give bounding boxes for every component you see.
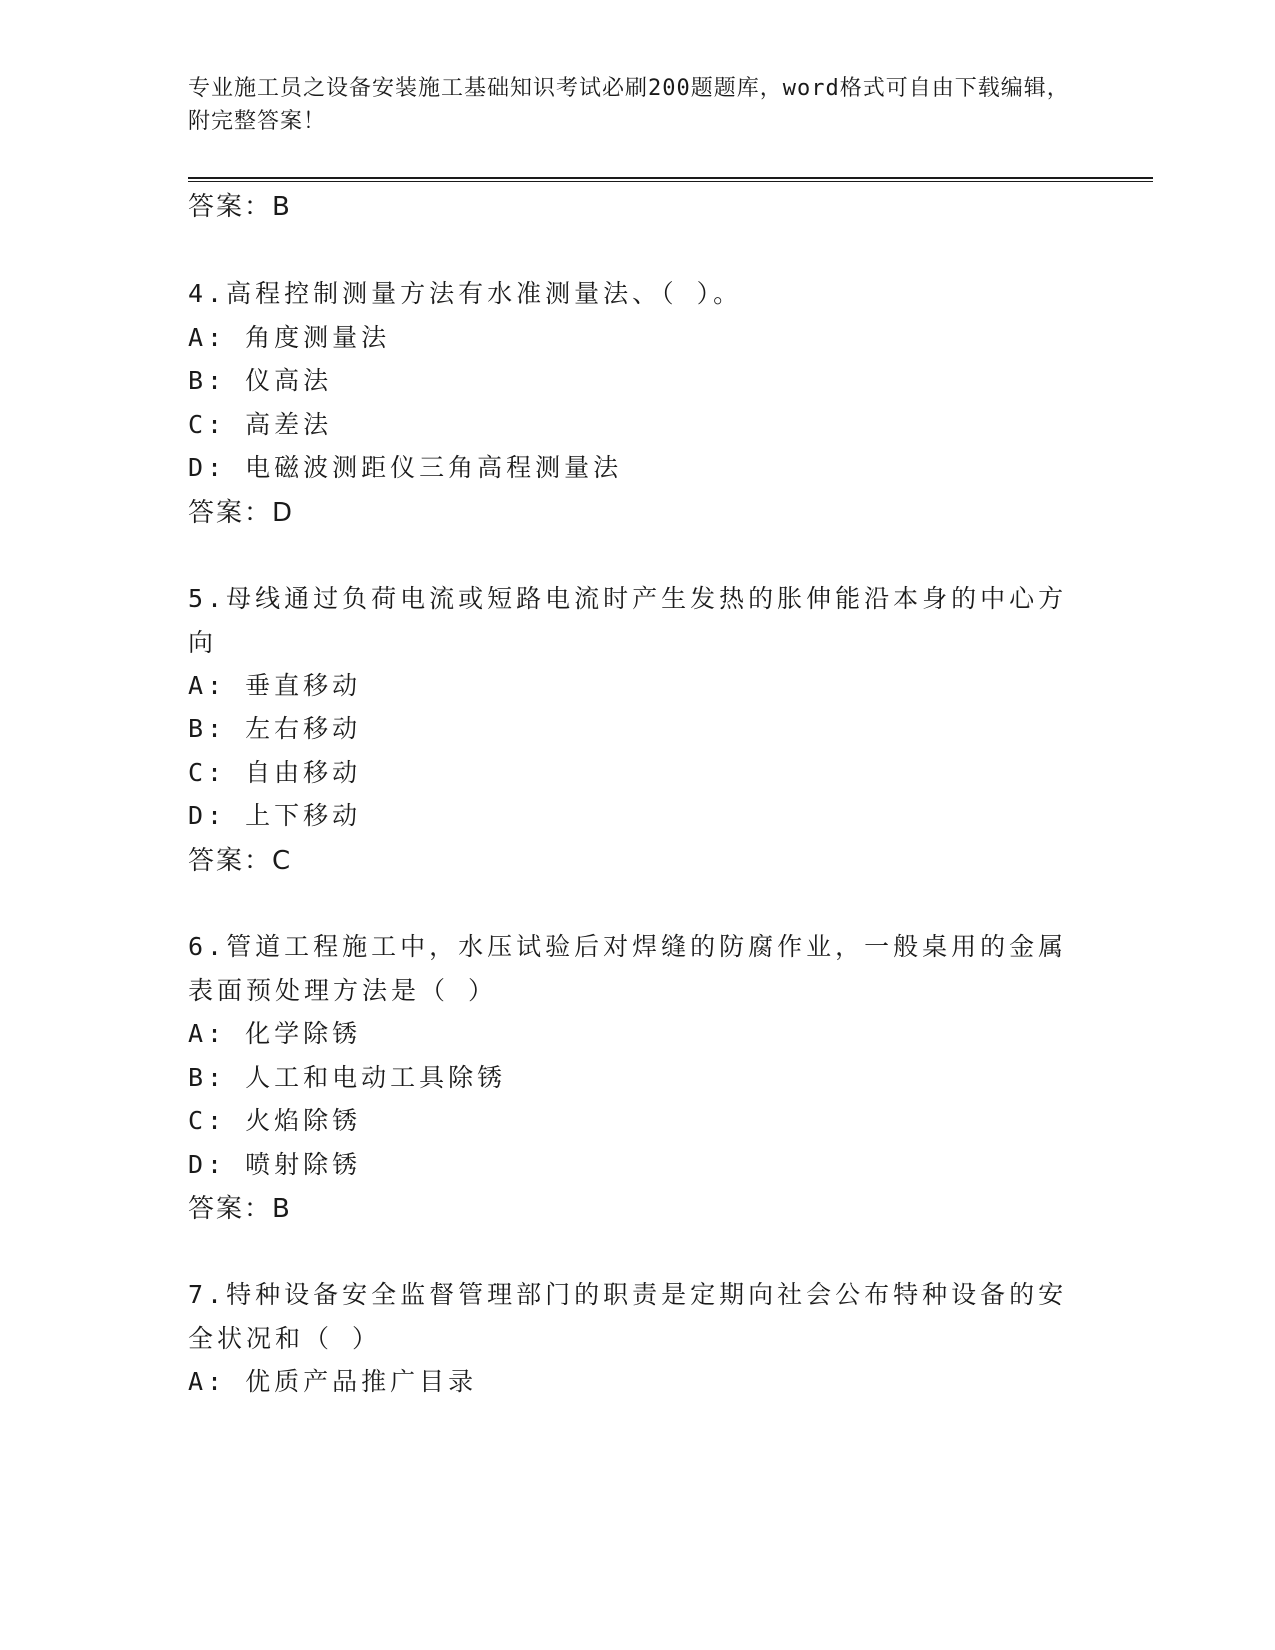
option-line: C: 高差法	[188, 410, 333, 439]
question-stem: 6.管道工程施工中，水压试验后对焊缝的防腐作业，一般桌用的金属	[188, 932, 1068, 961]
answer-line: 答案：C	[188, 846, 293, 876]
option-line: A: 垂直移动	[188, 671, 362, 700]
option-line: C: 自由移动	[188, 758, 362, 787]
question-stem-continuation: 向	[188, 628, 218, 657]
answer-line: 答案：B	[188, 1194, 292, 1224]
option-line: B: 人工和电动工具除锈	[188, 1063, 507, 1092]
option-line: D: 喷射除锈	[188, 1150, 362, 1179]
option-line: A: 优质产品推广目录	[188, 1367, 478, 1396]
option-line: B: 左右移动	[188, 714, 362, 743]
option-line: A: 化学除锈	[188, 1019, 362, 1048]
question-stem-continuation: 全状况和（ ）	[188, 1324, 382, 1353]
question-stem: 4.高程控制测量方法有水准测量法、（ ）。	[188, 279, 743, 308]
question-stem-continuation: 表面预处理方法是（ ）	[188, 976, 498, 1005]
option-line: D: 上下移动	[188, 801, 362, 830]
answer-line: 答案：D	[188, 498, 295, 528]
question-stem: 5.母线通过负荷电流或短路电流时产生发热的胀伸能沿本身的中心方	[188, 584, 1068, 613]
option-line: C: 火焰除锈	[188, 1106, 362, 1135]
option-line: D: 电磁波测距仪三角高程测量法	[188, 453, 623, 482]
question-stem: 7.特种设备安全监督管理部门的职责是定期向社会公布特种设备的安	[188, 1280, 1068, 1309]
header-divider	[188, 177, 1153, 182]
option-line: B: 仪高法	[188, 366, 333, 395]
option-line: A: 角度测量法	[188, 323, 391, 352]
document-header: 专业施工员之设备安装施工基础知识考试必刷200题题库，word格式可自由下载编辑，附完整答案！	[188, 76, 1070, 134]
answer-line: 答案：B	[188, 192, 292, 222]
